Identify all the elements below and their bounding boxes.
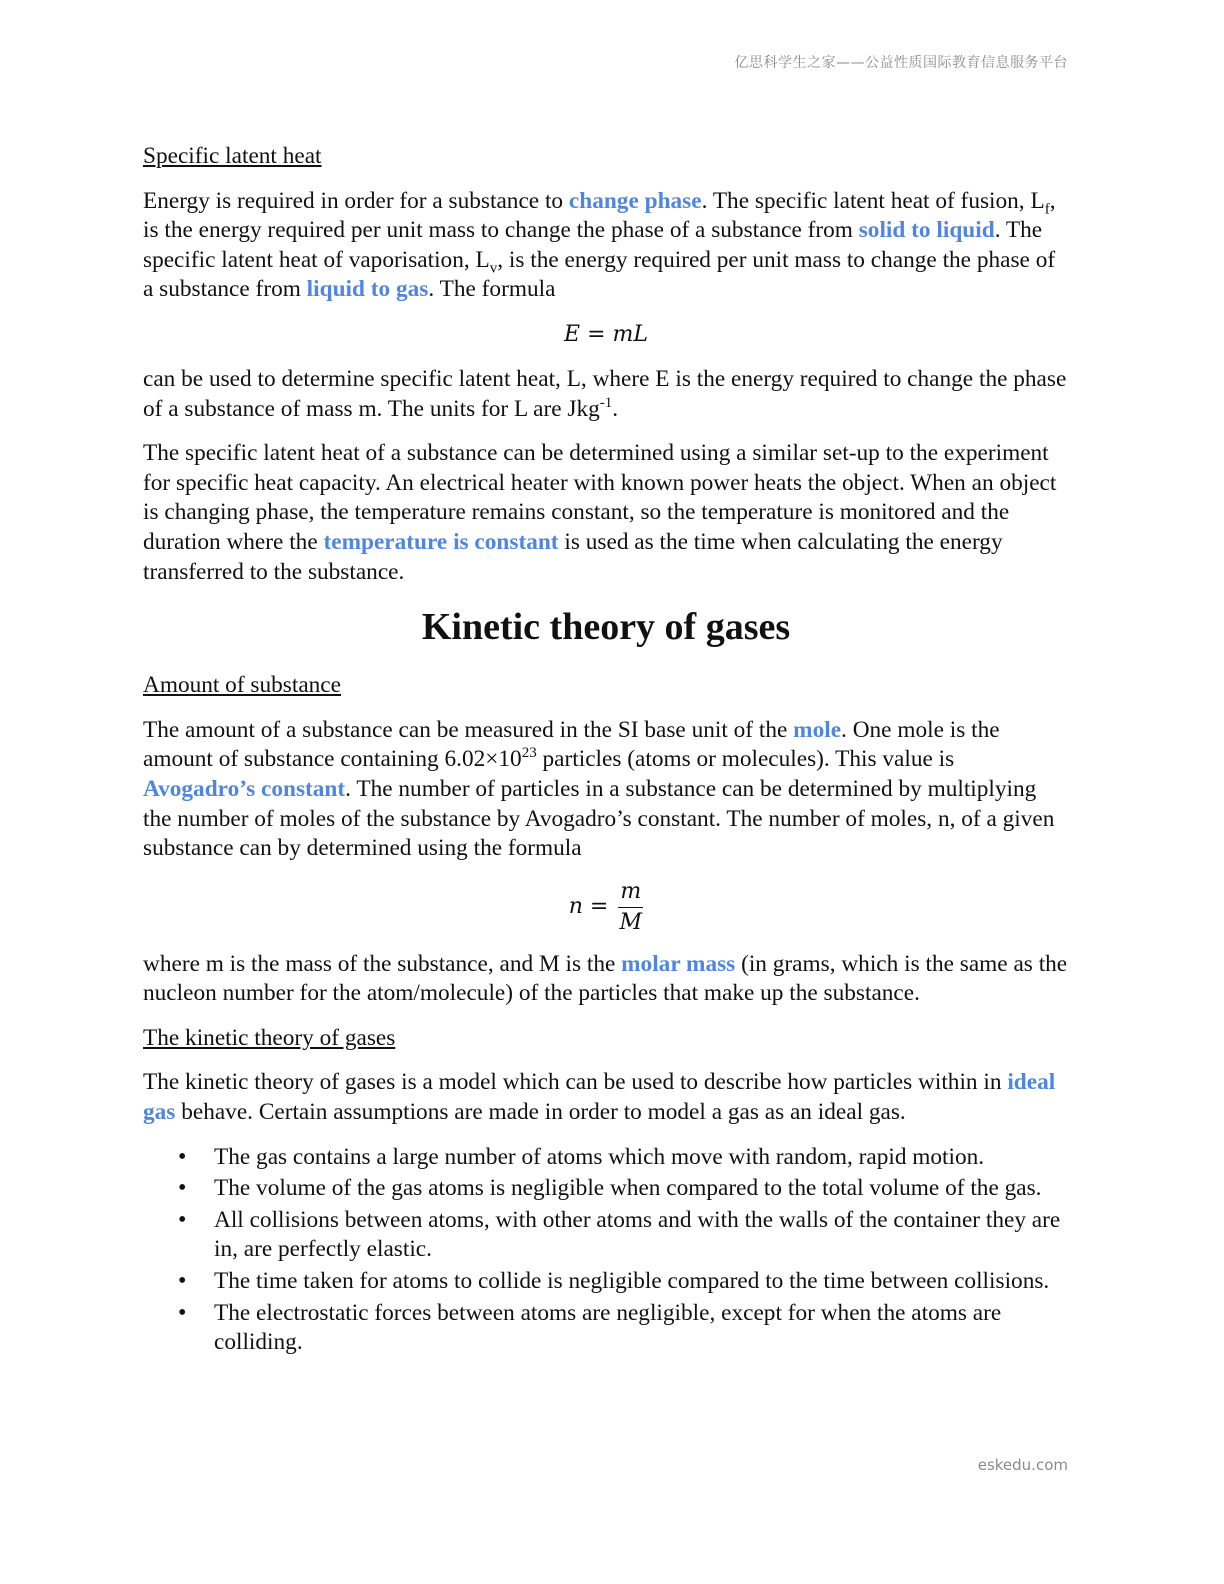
formula-lhs: n =	[568, 894, 609, 920]
subscript-v: v	[489, 260, 498, 277]
highlight-temperature-constant: temperature is constant	[323, 528, 559, 555]
subscript-f: f	[1044, 201, 1050, 218]
text: (in grams, which is the same as the nucleon number for the atom/molecule) of the particles that make up the substance.	[143, 950, 1068, 1007]
paragraph-latent-units	[143, 365, 1069, 424]
formula-e-equals-ml: E = mL	[564, 321, 648, 347]
section-heading-kinetic-theory: The kinetic theory of gases	[143, 1024, 396, 1051]
section-heading-amount-of-substance: Amount of substance	[143, 672, 341, 699]
text: behave. Certain assumptions are made in order to model a gas as an ideal gas.	[175, 1099, 906, 1126]
text: . The specific latent heat of fusion, L	[701, 187, 1045, 214]
text: is used as the time when calculating the energy transferred to the substance.	[143, 528, 1003, 585]
text: . The specific latent heat of vaporisation, L	[143, 217, 1043, 273]
highlight-avogadro-constant: Avogadro’s constant	[143, 775, 346, 802]
highlight-liquid-to-gas: liquid to gas	[306, 276, 429, 303]
superscript-23: 23	[521, 745, 537, 762]
fraction-denominator: M	[619, 909, 643, 935]
list-item: • The volume of the gas atoms is negligible when compared to the total volume of the gas.	[214, 1174, 1069, 1204]
paragraph-molar-mass	[143, 950, 1069, 1009]
text: . One mole is the amount of substance containing 6.02×10	[143, 716, 1000, 773]
assumptions-list	[143, 1143, 1069, 1358]
section-heading-latent-heat: Specific latent heat	[143, 143, 322, 169]
page-footer: eskedu.com	[977, 1456, 1068, 1474]
list-item: • All collisions between atoms, with other atoms and with the walls of the container they are in, are perfectly elastic.	[214, 1206, 1069, 1265]
section-title-kinetic-theory: Kinetic theory of gases	[421, 606, 791, 649]
fraction-numerator: m	[618, 879, 643, 908]
text: .	[612, 395, 619, 422]
text: The kinetic theory of gases is a model which can be used to describe how particles within in	[143, 1069, 1008, 1096]
highlight-ideal-gas: ideal gas	[143, 1069, 1056, 1126]
text: can be used to determine specific latent heat, L, where E is the energy required to change the phase of a substance of mass m. The units for L are Jkg	[143, 365, 1067, 422]
text: , is the energy required per unit mass to change the phase of a substance from	[143, 246, 1056, 303]
fraction	[618, 879, 643, 936]
highlight-mole: mole	[793, 716, 842, 743]
list-item: • The electrostatic forces between atoms are negligible, except for when the atoms are colliding.	[214, 1299, 1069, 1358]
text: The amount of a substance can be measured in the SI base unit of the	[143, 716, 794, 743]
text: , is the energy required per unit mass to change the phase of a substance from	[143, 187, 1056, 244]
paragraph-latent-experiment	[143, 439, 1069, 587]
list-item: • The gas contains a large number of atoms which move with random, rapid motion.	[214, 1143, 1069, 1173]
document-body	[143, 142, 1069, 1360]
highlight-solid-to-liquid: solid to liquid	[858, 217, 995, 244]
text: . The formula	[428, 276, 556, 303]
text: The specific latent heat of a substance can be determined using a similar set-up to the experiment for specific heat capacity. An electrical heater with known power heats the object. When an object is changing phase, the temperature remains constant, so the temperature is monitored and the duration where the	[143, 440, 1057, 555]
formula-n-equals-m-over-m	[143, 879, 1069, 936]
paragraph-mole	[143, 716, 1069, 864]
list-item: • The time taken for atoms to collide is negligible compared to the time between collisions.	[214, 1267, 1069, 1297]
text: . The number of particles in a substance can be determined by multiplying the number of moles of the substance by Avogadro’s constant. The number of moles, n, of a given substance can by determined using the formula	[143, 775, 1055, 862]
text: where m is the mass of the substance, and M is the	[143, 950, 622, 977]
text: particles (atoms or molecules). This value is	[536, 746, 955, 773]
text: Energy is required in order for a substance to	[143, 187, 569, 214]
paragraph-latent-intro	[143, 187, 1069, 305]
page-header: 亿思科学生之家——公益性质国际教育信息服务平台	[734, 55, 1068, 71]
highlight-change-phase: change phase	[568, 187, 702, 214]
paragraph-ideal-gas	[143, 1068, 1069, 1127]
superscript-minus-one: -1	[599, 394, 613, 411]
highlight-molar-mass: molar mass	[621, 950, 736, 977]
